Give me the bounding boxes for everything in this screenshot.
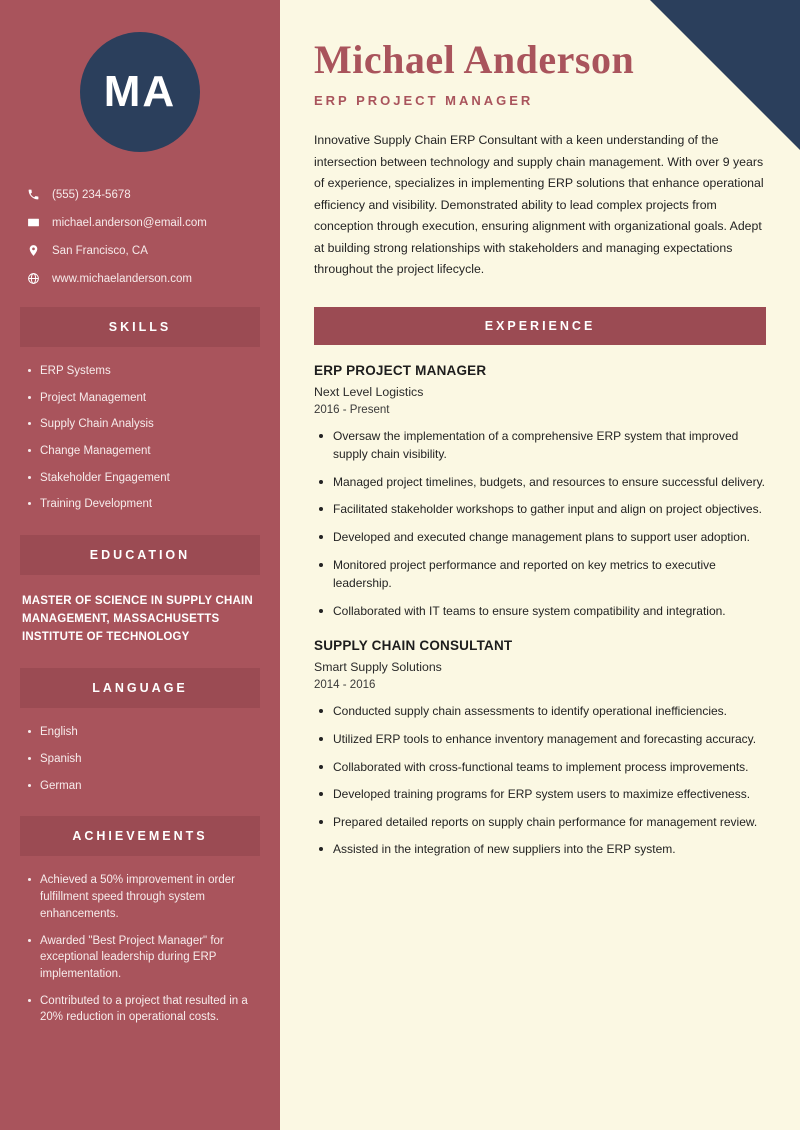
list-item: Stakeholder Engagement xyxy=(26,470,260,487)
job-bullets xyxy=(314,427,766,621)
list-item: Collaborated with IT teams to ensure system compatibility and integration. xyxy=(316,602,766,621)
education-entry: MASTER OF SCIENCE IN SUPPLY CHAIN MANAGEMENT, MASSACHUSETTS INSTITUTE OF TECHNOLOGY xyxy=(22,595,253,643)
main-column xyxy=(280,0,800,1130)
list-item: Prepared detailed reports on supply chain performance for management review. xyxy=(316,813,766,832)
phone-icon xyxy=(22,188,44,201)
language-list xyxy=(20,724,260,794)
avatar: MA xyxy=(80,32,200,152)
page-title: Michael Anderson xyxy=(314,37,635,82)
list-item: Conducted supply chain assessments to identify operational inefficiencies. xyxy=(316,702,766,721)
list-item: German xyxy=(26,778,260,795)
contact-list xyxy=(20,188,260,285)
list-item: Assisted in the integration of new suppliers into the ERP system. xyxy=(316,840,766,859)
contact-phone-value: (555) 234-5678 xyxy=(52,188,131,201)
contact-email xyxy=(22,216,260,229)
list-item: Oversaw the implementation of a comprehensive ERP system that improved supply chain visibility. xyxy=(316,427,766,464)
achievements-list xyxy=(20,872,260,1025)
experience-entry xyxy=(314,638,766,859)
list-item: Monitored project performance and reported on key metrics to executive leadership. xyxy=(316,556,766,593)
experience-heading: EXPERIENCE xyxy=(314,307,766,345)
envelope-icon xyxy=(22,216,44,229)
professional-summary: Innovative Supply Chain ERP Consultant with a keen understanding of the intersection between technology and supply chain management. With over 9 years of experience, specializes in implementing ERP solutions that enhance operational efficiency and visibility. Demonstrated ability to lead complex projects from conception through execution, ensuring alignment with organizational goals. Adept at building strong relationships with stakeholders and managing expectations throughout the project lifecycle. xyxy=(314,133,764,277)
job-role: ERP PROJECT MANAGER xyxy=(314,362,487,378)
list-item: Supply Chain Analysis xyxy=(26,416,260,433)
list-item: Awarded "Best Project Manager" for exceptional leadership during ERP implementation. xyxy=(26,933,260,983)
contact-phone xyxy=(22,188,260,201)
experience-entry xyxy=(314,363,766,621)
skills-heading: SKILLS xyxy=(20,307,260,347)
education-heading: EDUCATION xyxy=(20,535,260,575)
list-item: Project Management xyxy=(26,390,260,407)
list-item: Facilitated stakeholder workshops to gather input and align on project objectives. xyxy=(316,500,766,519)
language-heading: LANGUAGE xyxy=(20,668,260,708)
avatar-wrap xyxy=(20,32,260,152)
list-item: ERP Systems xyxy=(26,363,260,380)
list-item: Collaborated with cross-functional teams to implement process improvements. xyxy=(316,758,766,777)
list-item: Utilized ERP tools to enhance inventory management and forecasting accuracy. xyxy=(316,730,766,749)
globe-icon xyxy=(22,272,44,285)
contact-website xyxy=(22,272,260,285)
job-dates: 2016 - Present xyxy=(314,403,390,416)
list-item: Training Development xyxy=(26,496,260,513)
sidebar xyxy=(0,0,280,1130)
contact-email-value: michael.anderson@email.com xyxy=(52,216,207,229)
location-pin-icon xyxy=(22,244,44,257)
skills-list xyxy=(20,363,260,513)
contact-location xyxy=(22,244,260,257)
job-company: Next Level Logistics xyxy=(314,384,424,399)
list-item: Spanish xyxy=(26,751,260,768)
list-item: Developed training programs for ERP system users to maximize effectiveness. xyxy=(316,785,766,804)
list-item: Achieved a 50% improvement in order fulfillment speed through system enhancements. xyxy=(26,872,260,922)
list-item: Change Management xyxy=(26,443,260,460)
list-item: Contributed to a project that resulted in a 20% reduction in operational costs. xyxy=(26,993,260,1026)
headline-job-title: ERP PROJECT MANAGER xyxy=(314,93,534,108)
job-role: SUPPLY CHAIN CONSULTANT xyxy=(314,638,513,654)
job-bullets xyxy=(314,702,766,859)
list-item: Managed project timelines, budgets, and resources to ensure successful delivery. xyxy=(316,473,766,492)
achievements-heading: ACHIEVEMENTS xyxy=(20,816,260,856)
list-item: Developed and executed change management plans to support user adoption. xyxy=(316,528,766,547)
contact-location-value: San Francisco, CA xyxy=(52,244,148,257)
list-item: English xyxy=(26,724,260,741)
job-dates: 2014 - 2016 xyxy=(314,679,376,692)
job-company: Smart Supply Solutions xyxy=(314,660,442,675)
contact-website-value: www.michaelanderson.com xyxy=(52,272,192,285)
